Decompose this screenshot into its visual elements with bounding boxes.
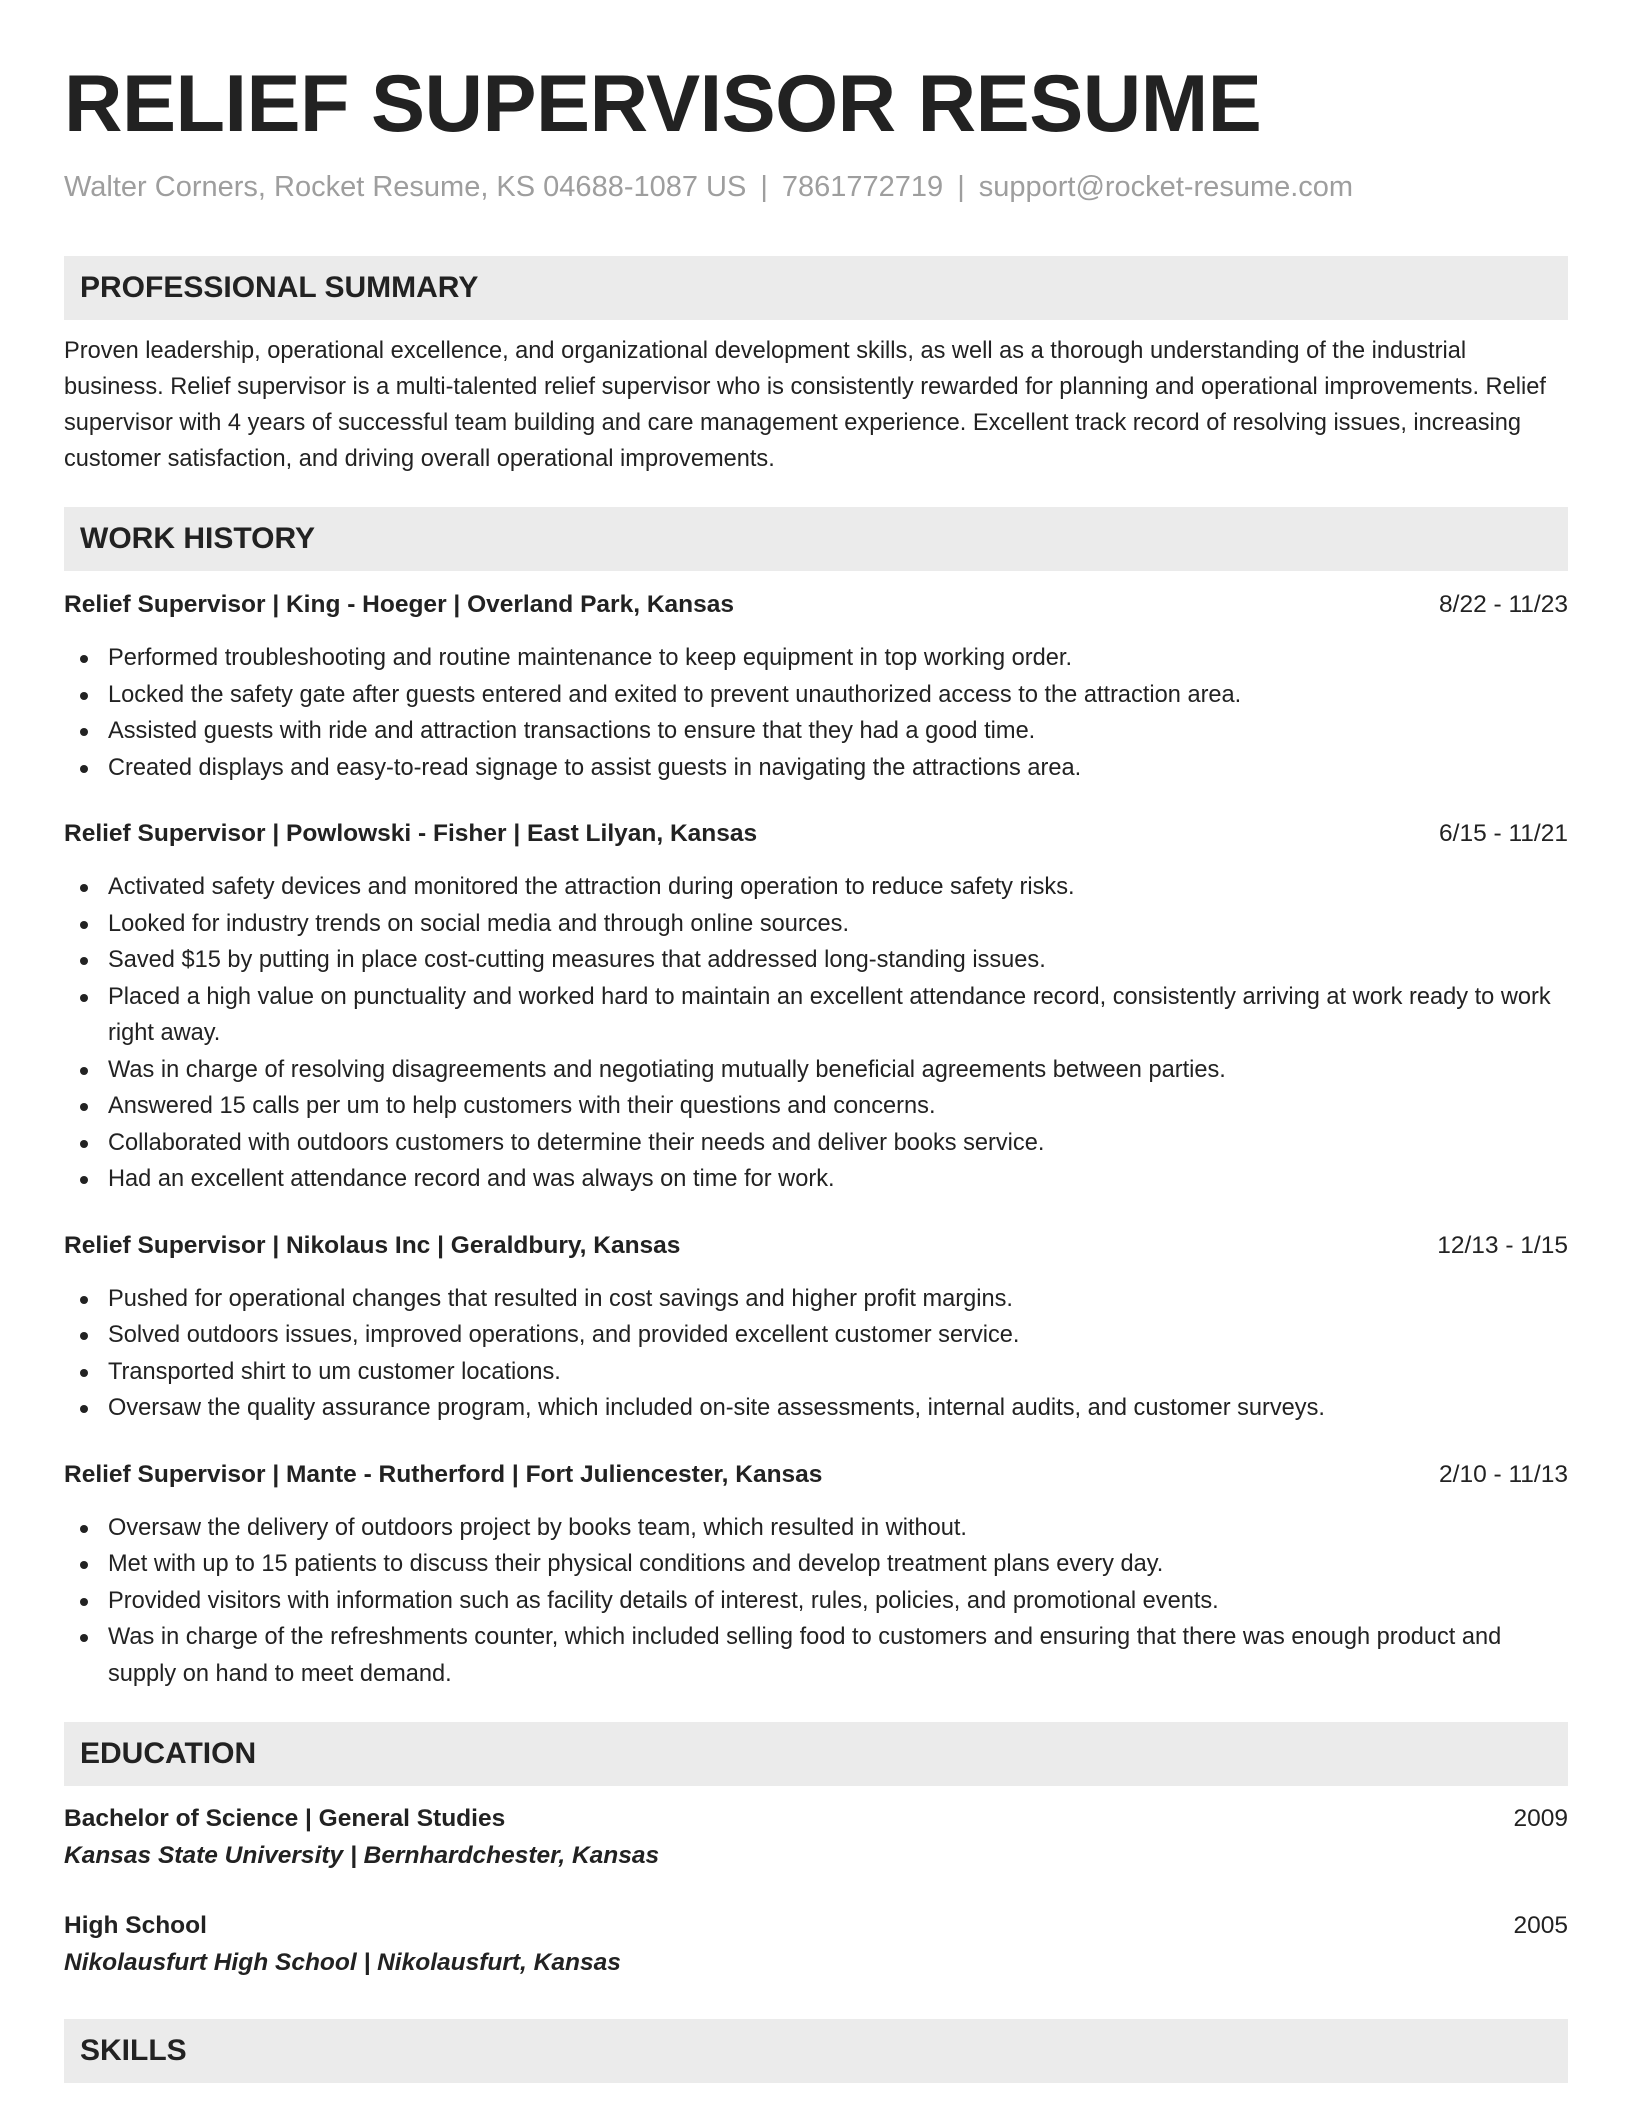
education-entry [64, 1907, 1568, 1981]
job-bullet: Transported shirt to um customer locations. [64, 1354, 1568, 1391]
job-bullet: Pushed for operational changes that resulted in cost savings and higher profit margins. [64, 1281, 1568, 1318]
job-header [64, 1228, 1568, 1264]
job-dates: 8/22 - 11/23 [1439, 591, 1568, 618]
education-list [64, 1800, 1568, 1981]
section-heading-work-history: WORK HISTORY [64, 507, 1568, 571]
section-heading-skills: SKILLS [64, 2019, 1568, 2083]
resume-title: RELIEF SUPERVISOR RESUME [64, 59, 1262, 149]
job-entry [64, 1228, 1568, 1427]
job-dates: 12/13 - 1/15 [1437, 1231, 1568, 1259]
job-dates: 2/10 - 11/13 [1439, 1460, 1568, 1488]
job-bullet: Placed a high value on punctuality and worked hard to maintain an excellent attendance record, consistently arriving at work ready to work right away. [64, 979, 1568, 1052]
job-title: Relief Supervisor | Powlowski - Fisher | East Lilyan, Kansas [64, 820, 758, 847]
job-bullet-list [64, 640, 1568, 786]
job-bullet: Activated safety devices and monitored the attraction during operation to reduce safety risks. [64, 869, 1568, 906]
job-bullet: Oversaw the delivery of outdoors project by books team, which resulted in without. [64, 1510, 1568, 1547]
education-degree: Bachelor of Science | General Studies [64, 1805, 506, 1832]
contact-separator: | [957, 171, 965, 203]
job-bullet: Saved $15 by putting in place cost-cutting measures that addressed long-standing issues. [64, 942, 1568, 979]
job-title: Relief Supervisor | Mante - Rutherford | Fort Juliencester, Kansas [64, 1460, 823, 1488]
job-header [64, 587, 1568, 623]
education-degree: High School [64, 1912, 207, 1939]
summary-text: Proven leadership, operational excellence, and organizational development skills, as well as a thorough understanding of the industrial business. Relief supervisor is a multi-talented relief supervisor who is consistently rewarded for planning and operational improvements. Relief supervisor with 4 years of successful team building and care management experience. Excellent track record of resolving issues, increasing customer satisfaction, and driving overall operational improvements. [64, 338, 1546, 472]
contact-address: Walter Corners, Rocket Resume, KS 04688-1087 US [64, 171, 747, 203]
job-bullet: Collaborated with outdoors customers to determine their needs and deliver books service. [64, 1125, 1568, 1162]
section-heading-summary: PROFESSIONAL SUMMARY [64, 256, 1568, 320]
job-bullet: Met with up to 15 patients to discuss their physical conditions and develop treatment plans every day. [64, 1546, 1568, 1583]
education-entry [64, 1800, 1568, 1874]
job-bullet-list [64, 1510, 1568, 1693]
job-entry [64, 1457, 1568, 1693]
job-bullet: Assisted guests with ride and attraction transactions to ensure that they had a good time. [64, 713, 1568, 750]
job-bullet: Was in charge of the refreshments counter, which included selling food to customers and ensuring that there was enough product and supply on hand to meet demand. [64, 1619, 1568, 1692]
education-year: 2009 [1513, 1805, 1568, 1832]
contact-email: support@rocket-resume.com [978, 171, 1354, 203]
job-header [64, 816, 1568, 852]
job-bullet-list [64, 869, 1568, 1198]
work-history-list [64, 587, 1568, 1692]
job-bullet: Looked for industry trends on social media and through online sources. [64, 906, 1568, 943]
contact-phone: 7861772719 [781, 171, 944, 203]
job-dates: 6/15 - 11/21 [1439, 820, 1568, 847]
education-school: Nikolausfurt High School | Nikolausfurt, Kansas [64, 1949, 621, 1976]
job-bullet: Had an excellent attendance record and was always on time for work. [64, 1161, 1568, 1198]
job-bullet-list [64, 1281, 1568, 1427]
job-entry [64, 816, 1568, 1198]
job-bullet: Answered 15 calls per um to help customers with their questions and concerns. [64, 1088, 1568, 1125]
job-bullet: Performed troubleshooting and routine maintenance to keep equipment in top working order. [64, 640, 1568, 677]
education-header [64, 1800, 1568, 1837]
job-bullet: Was in charge of resolving disagreements and negotiating mutually beneficial agreements between parties. [64, 1052, 1568, 1089]
job-entry [64, 587, 1568, 786]
job-bullet: Oversaw the quality assurance program, which included on-site assessments, internal audits, and customer surveys. [64, 1390, 1568, 1427]
education-header [64, 1907, 1568, 1944]
contact-separator: | [760, 171, 768, 203]
job-title: Relief Supervisor | Nikolaus Inc | Geraldbury, Kansas [64, 1231, 681, 1259]
job-title: Relief Supervisor | King - Hoeger | Overland Park, Kansas [64, 591, 734, 618]
job-bullet: Solved outdoors issues, improved operations, and provided excellent customer service. [64, 1317, 1568, 1354]
job-header [64, 1457, 1568, 1493]
education-year: 2005 [1513, 1912, 1568, 1939]
job-bullet: Locked the safety gate after guests entered and exited to prevent unauthorized access to the attraction area. [64, 677, 1568, 714]
contact-line [64, 170, 1568, 204]
job-bullet: Provided visitors with information such as facility details of interest, rules, policies, and promotional events. [64, 1583, 1568, 1620]
section-heading-education: EDUCATION [64, 1722, 1568, 1786]
job-bullet: Created displays and easy-to-read signage to assist guests in navigating the attractions area. [64, 750, 1568, 787]
education-school: Kansas State University | Bernhardchester, Kansas [64, 1842, 660, 1869]
